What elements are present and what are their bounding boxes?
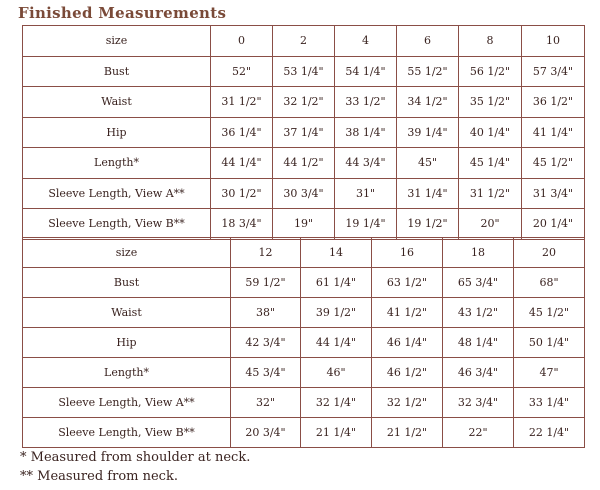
measurement-value: 18 3/4" [211,209,273,240]
measurement-value: 44 1/4" [301,328,372,358]
measurement-value: 20 1/4" [522,209,585,240]
measurement-value: 48 1/4" [443,328,514,358]
measurements-table-sizes-0-10 [22,25,585,240]
measurement-value: 34 1/2" [397,87,459,118]
table2-body [23,238,585,448]
measurement-value: 45 3/4" [231,358,301,388]
measurement-value: 31 1/2" [459,178,522,209]
measurement-value: 61 1/4" [301,268,372,298]
size-column-header: 20 [514,238,585,268]
measurement-value: 56 1/2" [459,56,522,87]
table-row [23,388,585,418]
measurement-value: 44 1/2" [273,148,335,179]
size-column-header: 2 [273,26,335,57]
measurement-value: 21 1/4" [301,418,372,448]
measurement-value: 38 1/4" [335,117,397,148]
measurement-value: 44 3/4" [335,148,397,179]
measurement-value: 19 1/4" [335,209,397,240]
measurement-value: 42 3/4" [231,328,301,358]
measurement-value: 55 1/2" [397,56,459,87]
size-column-header: 4 [335,26,397,57]
size-column-header: 6 [397,26,459,57]
measurement-label: Waist [23,87,211,118]
measurement-value: 32" [231,388,301,418]
table-row [23,328,585,358]
measurement-value: 44 1/4" [211,148,273,179]
table-row [23,148,585,179]
measurement-value: 19" [273,209,335,240]
measurement-value: 41 1/2" [372,298,443,328]
measurement-value: 65 3/4" [443,268,514,298]
measurement-value: 59 1/2" [231,268,301,298]
size-header-label: size [23,26,211,57]
measurement-value: 39 1/4" [397,117,459,148]
footnote-neck: ** Measured from neck. [20,469,178,484]
size-column-header: 14 [301,238,372,268]
measurement-value: 45 1/2" [514,298,585,328]
measurement-value: 45 1/2" [522,148,585,179]
measurement-value: 47" [514,358,585,388]
table-row [23,117,585,148]
measurement-value: 31" [335,178,397,209]
size-column-header: 12 [231,238,301,268]
measurement-value: 33 1/4" [514,388,585,418]
measurement-label: Sleeve Length, View B** [23,418,231,448]
measurement-label: Sleeve Length, View A** [23,178,211,209]
measurement-value: 19 1/2" [397,209,459,240]
table1-body [23,26,585,240]
table-row [23,358,585,388]
measurement-label: Sleeve Length, View B** [23,209,211,240]
measurement-value: 32 1/2" [372,388,443,418]
size-column-header: 10 [522,26,585,57]
measurement-label: Hip [23,328,231,358]
table-row [23,56,585,87]
footnote-shoulder: * Measured from shoulder at neck. [20,450,251,465]
measurement-value: 36 1/2" [522,87,585,118]
measurement-label: Hip [23,117,211,148]
table-row [23,178,585,209]
size-header-label: size [23,238,231,268]
measurement-value: 30 1/2" [211,178,273,209]
measurement-value: 38" [231,298,301,328]
measurement-value: 31 1/2" [211,87,273,118]
measurement-value: 41 1/4" [522,117,585,148]
measurement-value: 22" [443,418,514,448]
measurement-value: 43 1/2" [443,298,514,328]
measurement-value: 32 3/4" [443,388,514,418]
table-header-row [23,238,585,268]
size-column-header: 18 [443,238,514,268]
measurement-label: Bust [23,56,211,87]
measurement-value: 52" [211,56,273,87]
measurement-label: Sleeve Length, View A** [23,388,231,418]
measurement-value: 53 1/4" [273,56,335,87]
measurement-value: 20 3/4" [231,418,301,448]
measurement-value: 63 1/2" [372,268,443,298]
measurement-value: 40 1/4" [459,117,522,148]
measurement-value: 37 1/4" [273,117,335,148]
page-title: Finished Measurements [18,4,227,22]
measurement-value: 31 3/4" [522,178,585,209]
measurement-label: Length* [23,148,211,179]
measurement-value: 39 1/2" [301,298,372,328]
measurement-value: 45" [397,148,459,179]
table-row [23,298,585,328]
measurements-table-sizes-12-20 [22,237,585,448]
measurement-value: 30 3/4" [273,178,335,209]
measurement-label: Bust [23,268,231,298]
size-column-header: 0 [211,26,273,57]
measurement-value: 45 1/4" [459,148,522,179]
measurement-value: 46 1/2" [372,358,443,388]
size-column-header: 8 [459,26,522,57]
measurement-value: 21 1/2" [372,418,443,448]
measurement-value: 57 3/4" [522,56,585,87]
measurement-value: 46" [301,358,372,388]
measurement-value: 31 1/4" [397,178,459,209]
measurement-value: 32 1/2" [273,87,335,118]
measurement-label: Length* [23,358,231,388]
size-column-header: 16 [372,238,443,268]
table-row [23,268,585,298]
table-row [23,418,585,448]
measurement-value: 20" [459,209,522,240]
measurement-value: 46 1/4" [372,328,443,358]
table-header-row [23,26,585,57]
measurement-label: Waist [23,298,231,328]
measurement-value: 36 1/4" [211,117,273,148]
measurement-value: 50 1/4" [514,328,585,358]
table-row [23,209,585,240]
measurement-value: 54 1/4" [335,56,397,87]
measurement-value: 35 1/2" [459,87,522,118]
footnotes [20,448,250,486]
measurement-value: 33 1/2" [335,87,397,118]
measurement-value: 32 1/4" [301,388,372,418]
measurement-value: 68" [514,268,585,298]
measurement-value: 22 1/4" [514,418,585,448]
measurement-value: 46 3/4" [443,358,514,388]
table-row [23,87,585,118]
